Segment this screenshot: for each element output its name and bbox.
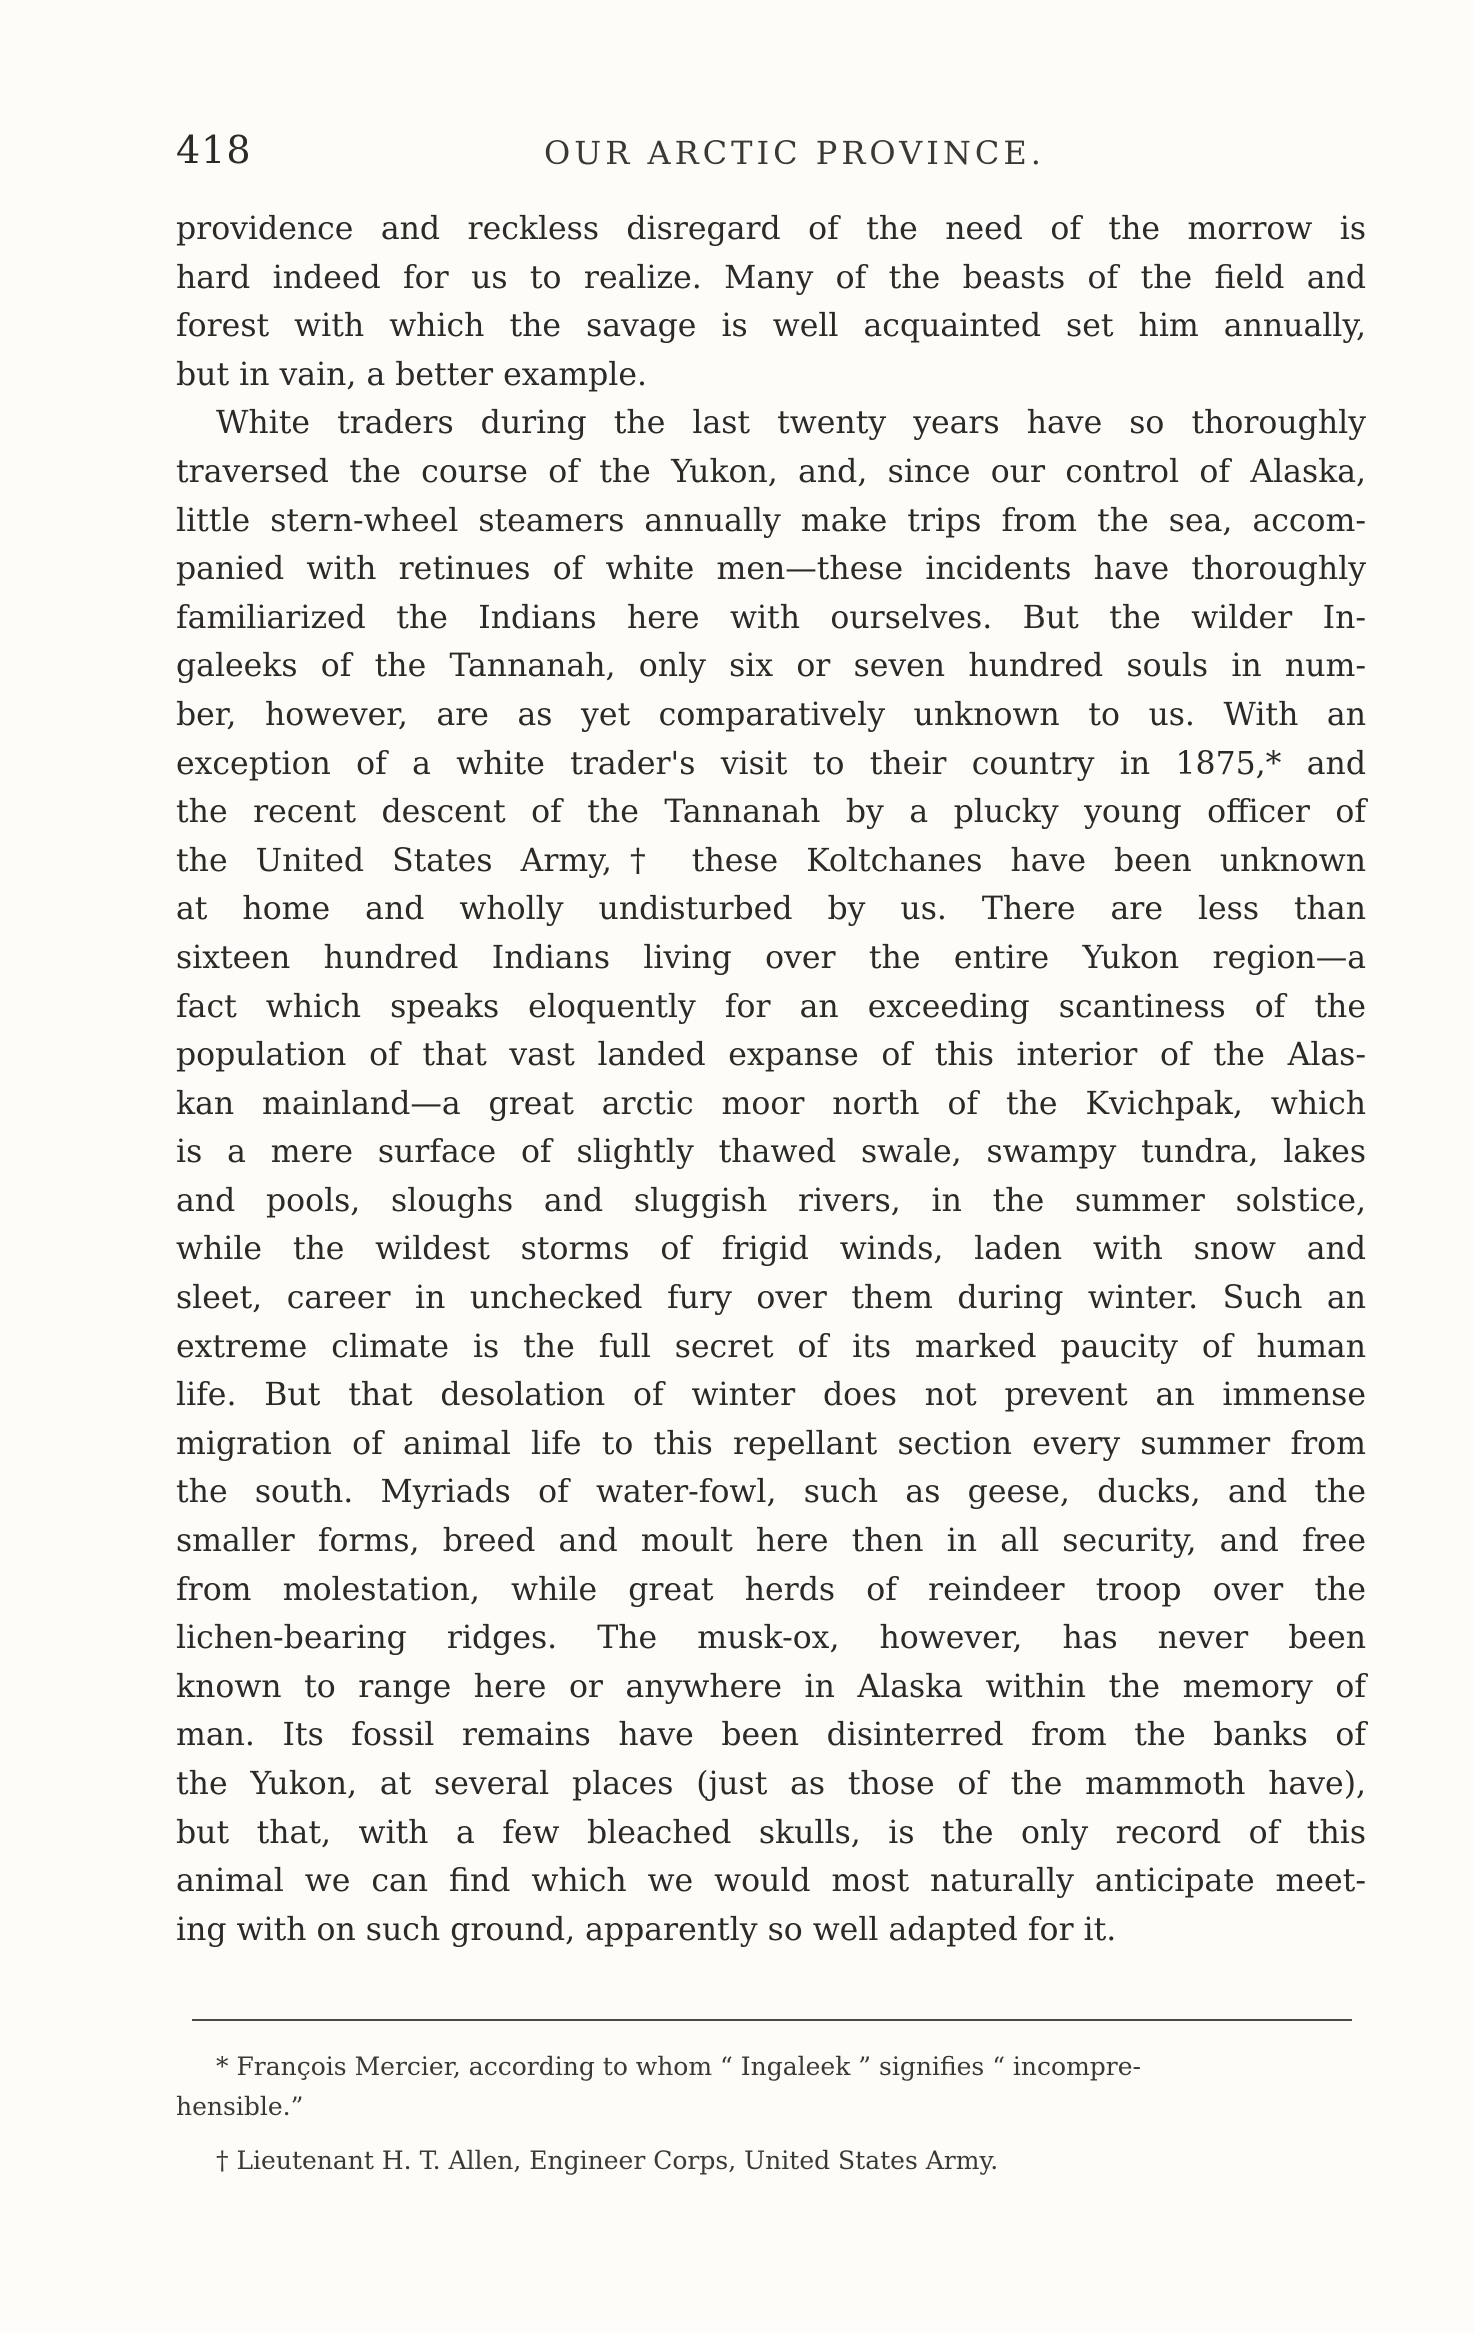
text-line: known to range here or anywhere in Alaska within the memory of (176, 1668, 1366, 1705)
text-line: migration of animal life to this repellant section every summer from (176, 1425, 1366, 1462)
footnote-rule (192, 2019, 1352, 2021)
text-line: the United States Army,† these Koltchanes have been unknown (176, 842, 1366, 879)
text-line: ber, however, are as yet comparatively unknown to us. With an (176, 696, 1366, 733)
footnote-1-line-2: hensible.” (176, 2092, 304, 2121)
text-line: sixteen hundred Indians living over the entire Yukon region—a (176, 939, 1366, 976)
text-line: animal we can find which we would most naturally anticipate meet- (176, 1863, 1366, 1900)
text-line: the recent descent of the Tannanah by a plucky young officer of (176, 794, 1366, 831)
text-line: is a mere surface of slightly thawed swale, swampy tundra, lakes (176, 1134, 1366, 1171)
text-line: kan mainland—a great arctic moor north of the Kvichpak, which (176, 1085, 1366, 1122)
text-line: life. But that desolation of winter does not prevent an immense (176, 1377, 1366, 1414)
text-line: forest with which the savage is well acquainted set him annually, (176, 308, 1366, 345)
text-line: ing with on such ground, apparently so well adapted for it. (176, 1911, 1117, 1948)
text-line: but in vain, a better example. (176, 356, 648, 393)
text-line: exception of a white trader's visit to their country in 1875,* and (176, 745, 1366, 782)
text-line: and pools, sloughs and sluggish rivers, in the summer solstice, (176, 1182, 1366, 1219)
text-line: from molestation, while great herds of reindeer troop over the (176, 1571, 1366, 1608)
footnote-1-line-1: * François Mercier, according to whom “ Ingaleek ” signifies “ incompre- (216, 2052, 1141, 2081)
body-text (176, 205, 1366, 1954)
text-line: traversed the course of the Yukon, and, since our control of Alaska, (176, 453, 1366, 490)
text-line: sleet, career in unchecked fury over them during winter. Such an (176, 1280, 1366, 1317)
footnote-2: † Lieutenant H. T. Allen, Engineer Corps, United States Army. (216, 2146, 999, 2175)
text-line: lichen-bearing ridges. The musk-ox, however, has never been (176, 1620, 1366, 1657)
text-line: while the wildest storms of frigid winds, laden with snow and (176, 1231, 1366, 1268)
text-line: smaller forms, breed and moult here then in all security, and free (176, 1523, 1366, 1560)
text-line: little stern-wheel steamers annually make trips from the sea, accom- (176, 502, 1366, 539)
text-line: population of that vast landed expanse of this interior of the Alas- (176, 1037, 1366, 1074)
text-line: hard indeed for us to realize. Many of the beasts of the field and (176, 259, 1366, 296)
text-line: galeeks of the Tannanah, only six or seven hundred souls in num- (176, 648, 1366, 685)
text-line: panied with retinues of white men—these incidents have thoroughly (176, 551, 1366, 588)
text-line: the south. Myriads of water-fowl, such as geese, ducks, and the (176, 1474, 1366, 1511)
text-line: the Yukon, at several places (just as those of the mammoth have), (176, 1766, 1366, 1802)
text-line: but that, with a few bleached skulls, is the only record of this (176, 1814, 1366, 1851)
text-line: extreme climate is the full secret of its marked paucity of human (176, 1328, 1366, 1365)
text-line: White traders during the last twenty years have so thoroughly (216, 405, 1366, 442)
running-title: OUR ARCTIC PROVINCE. (544, 134, 1045, 172)
text-line: familiarized the Indians here with ourselves. But the wilder In- (176, 599, 1366, 636)
footnotes (176, 2047, 1366, 2181)
page-number: 418 (176, 128, 252, 172)
text-line: fact which speaks eloquently for an exceeding scantiness of the (176, 988, 1366, 1025)
text-line: at home and wholly undisturbed by us. There are less than (176, 891, 1366, 928)
text-line: man. Its fossil remains have been disinterred from the banks of (176, 1717, 1366, 1754)
text-line: providence and reckless disregard of the need of the morrow is (176, 211, 1366, 247)
running-head (176, 128, 1376, 188)
